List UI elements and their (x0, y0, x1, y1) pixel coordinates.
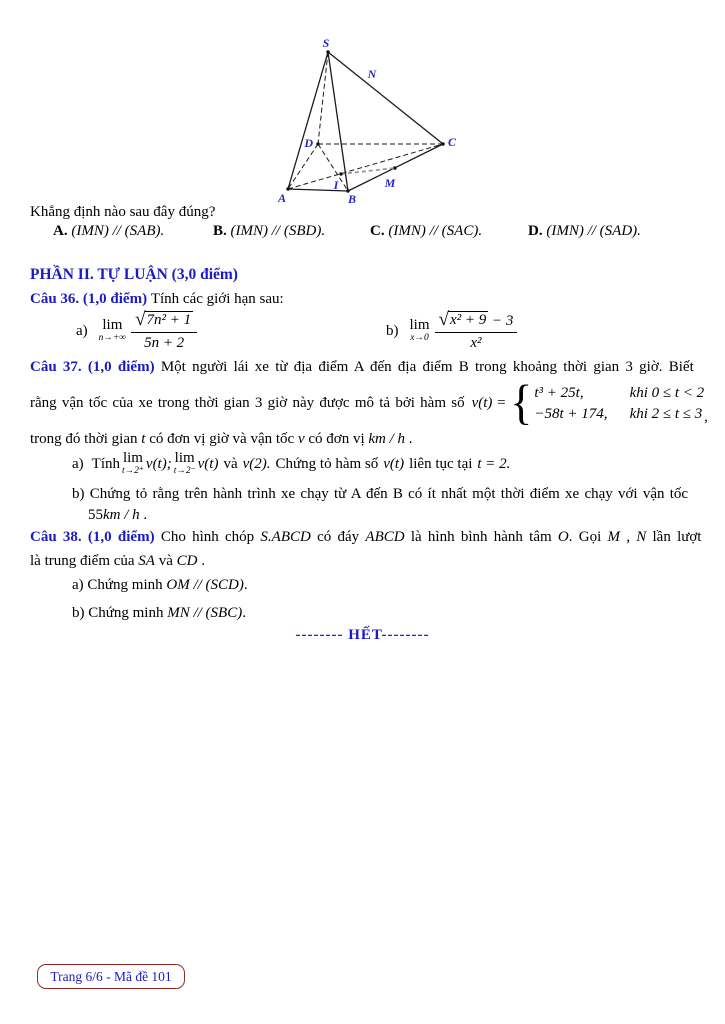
mc-prompt: Khẳng định nào sau đây đúng? (30, 204, 216, 220)
vertex-label-D: D (304, 136, 313, 150)
q36b-tag: b) (386, 322, 399, 339)
q36a-tag: a) (76, 322, 88, 339)
q37-item-b-line1: b) Chứng tỏ rằng trên hành trình xe chạy từ A đến B có ít nhất một thời điểm xe chạy với vận tốc (72, 486, 689, 502)
q38-item-a: a) Chứng minh OM // (SCD). (72, 577, 248, 593)
vertex-label-C: C (448, 135, 457, 149)
q37-piecewise: { t³ + 25t, khi 0 ≤ t < 2 −58t + 174, khi 2 ≤ t ≤ 3 (510, 375, 705, 430)
q37a-lim1: lim t→2⁺ (122, 450, 144, 477)
figure-hidden-lines (288, 52, 443, 191)
q37-line3: trong đó thời gian t có đơn vị giờ và vận tốc v có đơn vị km / h . (30, 431, 413, 447)
mc-option-c: C. (IMN) // (SAC). (370, 223, 483, 239)
vertex-label-S: S (322, 36, 330, 50)
pyramid-figure (250, 30, 480, 212)
q37-item-a: a) Tính lim t→2⁺ v(t); lim t→2⁻ v(t) và v(2). Chứng tỏ hàm số v(t) liên tục tại t = 2. (72, 450, 511, 477)
q36-limit-b (386, 306, 519, 356)
q37-fn: v(t) = (471, 394, 507, 411)
page-footer-text: Trang 6/6 - Mã đề 101 (50, 968, 172, 984)
q36a-fraction: $\frac{\text{√7n² + 1}}{5n + 2}$ (131, 311, 197, 352)
page-footer-box (37, 964, 185, 989)
vertex-label-A: A (277, 191, 287, 205)
q37-velocity-line (30, 375, 708, 430)
q36-limit-a (76, 306, 199, 356)
q38-line2: là trung điểm của SA và CD . (30, 553, 205, 569)
vertex-label-M: M (384, 176, 396, 190)
q36-heading: Câu 36. (1,0 điểm) Tính các giới hạn sau: (30, 291, 284, 307)
q37-line2-text: rằng vận tốc của xe trong thời gian 3 giờ này được mô tả bởi hàm số (30, 394, 465, 411)
q37a-lim2: lim t→2⁻ (173, 450, 196, 477)
q36a-lim: lim n→+∞ (98, 317, 127, 344)
q36b-lim: lim x→0 (409, 317, 430, 344)
mc-option-a: A. (IMN) // (SAB). (53, 223, 165, 239)
mc-option-d: D. (IMN) // (SAD). (528, 223, 641, 239)
q38-item-b: b) Chứng minh MN // (SBC). (72, 605, 246, 621)
vertex-label-N: N (367, 67, 377, 81)
brace-glyph: { (510, 375, 533, 430)
vertex-label-I: I (333, 178, 339, 192)
q37-line1: Câu 37. (1,0 điểm) Một người lái xe từ địa điểm A đến địa điểm B trong khoảng thời gian 3 giờ. Biết (30, 359, 694, 375)
figure-lines (288, 52, 443, 191)
q37-item-b-line2: 55km / h . (88, 507, 148, 523)
q37-trailing-comma: , (704, 409, 708, 425)
q38-line1: Câu 38. (1,0 điểm) Cho hình chóp S.ABCD có đáy ABCD là hình bình hành tâm O. Gọi M , N lần lượt (30, 529, 702, 545)
segment-IM (341, 168, 395, 174)
part2-heading: PHẦN II. TỰ LUẬN (3,0 điểm) (30, 266, 238, 283)
q36b-fraction: $\frac{\text{√x² + 9 − 3}}{\text{x²}}$ (435, 311, 518, 352)
vertex-label-B: B (347, 192, 357, 206)
mc-option-b: B. (IMN) // (SBD). (213, 223, 326, 239)
end-marker: -------- HẾT-------- (295, 627, 430, 643)
